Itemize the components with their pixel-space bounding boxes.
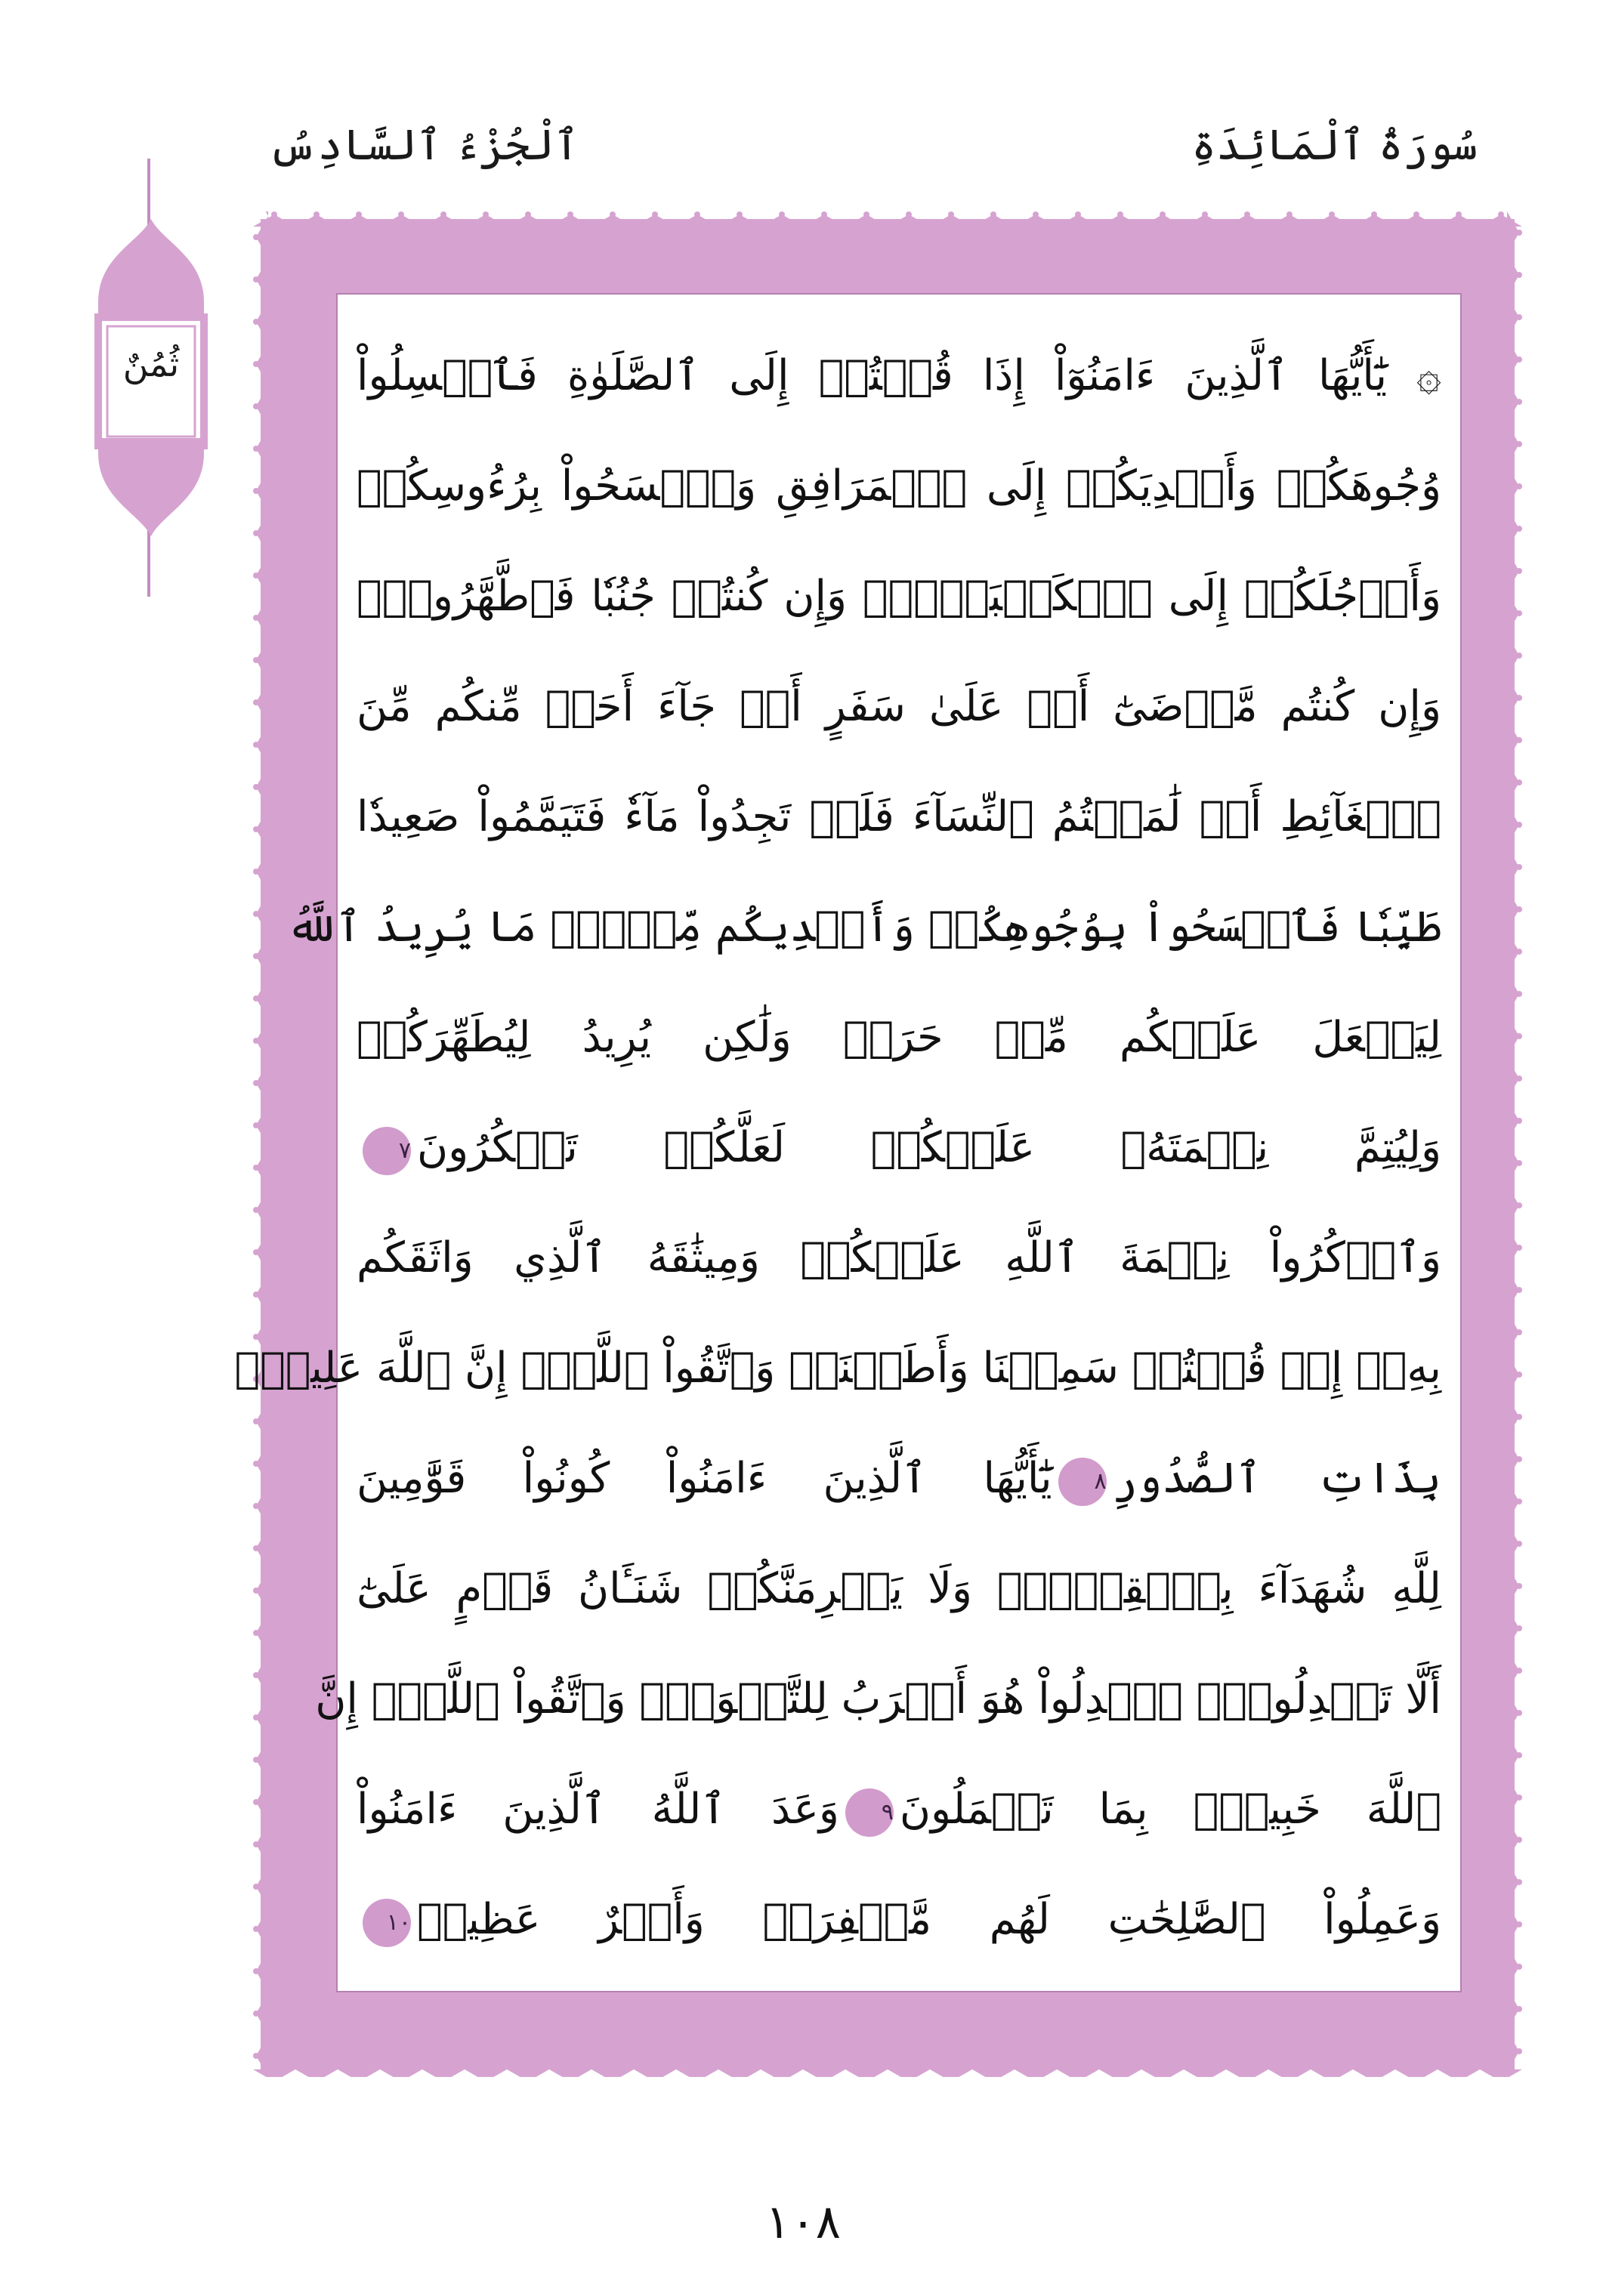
quran-text-panel: [234, 293, 1462, 1992]
verse-text: ۞ يَٰٓأَيُّهَا ٱلَّذِينَ ءَامَنُوٓاْ إِذَا قُمۡتُمۡ إِلَى ٱلصَّلَوٰةِ فَٱغۡسِلُواْ: [357, 351, 1441, 400]
verse-line: [357, 762, 1441, 872]
verse-line: [357, 321, 1441, 431]
verse-line: [286, 872, 1441, 983]
verse-text: وَعَدَ ٱللَّهُ ٱلَّذِينَ ءَامَنُواْ: [357, 1785, 839, 1834]
verse-text: ٱلۡغَآئِطِ أَوۡ لَٰمَسۡتُمُ ٱلنِّسَآءَ فَلَمۡ تَجِدُواْ مَآءٗ فَتَيَمَّمُواْ صَعِيدٗا: [357, 792, 1441, 841]
verse-line: [357, 1203, 1441, 1313]
verse-text: وَٱذۡكُرُواْ نِعۡمَةَ ٱللَّهِ عَلَيۡكُمۡ وَمِيثَٰقَهُ ٱلَّذِي وَاثَقَكُم: [357, 1233, 1441, 1282]
verse-text: وُجُوهَكُمۡ وَأَيۡدِيَكُمۡ إِلَى ٱلۡمَرَافِقِ وَٱمۡسَحُواْ بِرُءُوسِكُمۡ: [357, 461, 1441, 511]
ayah-number-marker: ٨: [1058, 1458, 1107, 1506]
verse-line: [357, 542, 1441, 652]
verse-text: بِهِۦٓ إِذۡ قُلۡتُمۡ سَمِعۡنَا وَأَطَعۡنَاۖ وَٱتَّقُواْ ٱللَّهَۚ إِنَّ ٱللَّهَ عَلِيمُۢ: [234, 1344, 1441, 1393]
verse-text: لِلَّهِ شُهَدَآءَ بِٱلۡقِسۡطِۖ وَلَا يَجۡرِمَنَّكُمۡ شَنَـَٔانُ قَوۡمٍ عَلَىٰٓ: [357, 1564, 1441, 1613]
verse-line: [234, 1313, 1441, 1424]
verse-text: وَأَرۡجُلَكُمۡ إِلَى ٱلۡكَعۡبَيۡنِۚ وَإِن كُنتُمۡ جُنُبٗا فَٱطَّهَّرُواْۚ: [357, 572, 1441, 621]
page-number: ١٠٨: [765, 2194, 841, 2249]
verse-text: وَعَمِلُواْ ٱلصَّٰلِحَٰتِ لَهُم مَّغۡفِرَةٞ وَأَجۡرٌ عَظِيمٞ: [417, 1895, 1441, 1944]
juz-title: ٱلْجُزْءُ ٱلسَّادِسُ: [268, 121, 579, 170]
verse-line: [357, 983, 1441, 1093]
verse-line: [357, 1865, 1441, 1975]
surah-title: سُورَةُ ٱلْمَائِدَةِ: [1191, 121, 1478, 170]
verse-text: ٱللَّهَ خَبِيرُۢ بِمَا تَعۡمَلُونَ: [899, 1785, 1442, 1834]
ayah-number-marker: ٧: [363, 1127, 411, 1175]
verse-text: يَٰٓأَيُّهَا ٱلَّذِينَ ءَامَنُواْ كُونُواْ قَوَّٰمِينَ: [357, 1454, 1052, 1503]
verse-line: [357, 1424, 1441, 1534]
verse-text: طَيِّبٗا فَٱمۡسَحُواْ بِوُجُوهِكُمۡ وَأَيۡدِيكُم مِّنۡهُۚ مَا يُرِيدُ ٱللَّهُ: [286, 903, 1441, 952]
verse-text: وَلِيُتِمَّ نِعۡمَتَهُۥ عَلَيۡكُمۡ لَعَلَّكُمۡ تَشۡكُرُونَ: [417, 1123, 1441, 1172]
verse-text: لِيَجۡعَلَ عَلَيۡكُم مِّنۡ حَرَجٖ وَلَٰكِن يُرِيدُ لِيُطَهِّرَكُمۡ: [357, 1013, 1441, 1062]
verse-text: وَإِن كُنتُم مَّرۡضَىٰٓ أَوۡ عَلَىٰ سَفَرٍ أَوۡ جَآءَ أَحَدٞ مِّنكُم مِّنَ: [357, 682, 1441, 731]
ayah-number-marker: ٩: [845, 1788, 894, 1837]
verse-line: [357, 1093, 1441, 1203]
verse-line: [357, 1754, 1441, 1865]
verse-text: أَلَّا تَعۡدِلُواْۚ ٱعۡدِلُواْ هُوَ أَقۡرَبُ لِلتَّقۡوَىٰۖ وَٱتَّقُواْ ٱللَّهَۚ إِنَّ: [315, 1674, 1441, 1724]
verse-line: [357, 1534, 1441, 1644]
verse-line: [357, 652, 1441, 762]
verse-line: [357, 431, 1441, 542]
verse-text: بِذَاتِ ٱلصُّدُورِ: [1112, 1454, 1441, 1503]
rub-label: ثُمُنٌ: [122, 344, 180, 384]
verse-lines: [234, 321, 1442, 1975]
verse-line: [315, 1644, 1441, 1754]
ayah-number-marker: ١٠: [363, 1899, 411, 1947]
